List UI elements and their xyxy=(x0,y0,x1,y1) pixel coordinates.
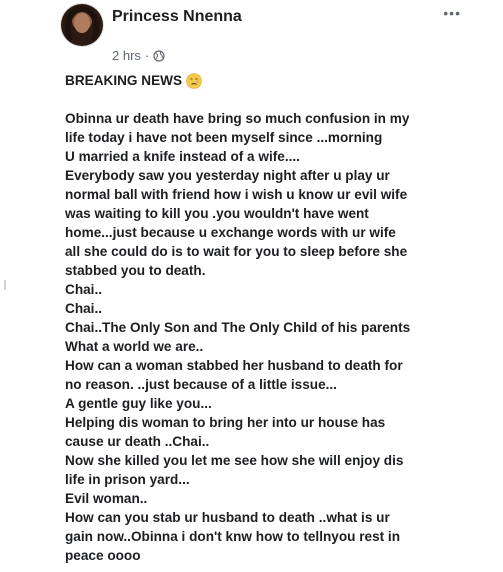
post-body xyxy=(65,71,495,565)
post-line: was waiting to kill you .you wouldn't have went xyxy=(65,206,369,221)
timestamp[interactable]: 2 hrs xyxy=(112,48,141,63)
post-line: Now she killed you let me see how she will enjoy dis xyxy=(65,453,404,468)
post-meta xyxy=(112,48,165,63)
post-line: Evil woman.. xyxy=(65,491,148,506)
post-line: Obinna ur death have bring so much confusion in my xyxy=(65,111,410,126)
post-line: cause ur death ..Chai.. xyxy=(65,434,210,449)
post-line: peace oooo xyxy=(65,548,141,563)
post-line: Chai.. xyxy=(65,282,103,297)
post-line: Everybody saw you yesterday night after u play ur xyxy=(65,168,390,183)
post-line: all she could do is to wait for you to sleep before she xyxy=(65,244,408,259)
globe-icon[interactable] xyxy=(153,50,165,62)
avatar[interactable] xyxy=(61,4,103,46)
crying-face-emoji-icon xyxy=(186,73,202,89)
post-line: no reason. ..just because of a little issue... xyxy=(65,377,337,392)
post-line: Helping dis woman to bring her into ur house has xyxy=(65,415,386,430)
post-line: Chai..The Only Son and The Only Child of his parents xyxy=(65,320,411,335)
post-line: life today i have not been myself since ...morning xyxy=(65,130,383,145)
post-line: What a world we are.. xyxy=(65,339,204,354)
post-line: gain now..Obinna i don't knw how to tellnyou rest in xyxy=(65,529,401,544)
author-name[interactable]: Princess Nnenna xyxy=(112,8,242,25)
post-lines xyxy=(65,109,495,565)
post-line: normal ball with friend how i wish u know ur evil wife xyxy=(65,187,408,202)
post-line: Chai.. xyxy=(65,301,103,316)
post-line: stabbed you to death. xyxy=(65,263,206,278)
post-line: How can a woman stabbed her husband to death for xyxy=(65,358,403,373)
post-line: A gentle guy like you... xyxy=(65,396,212,411)
more-options-icon[interactable]: ••• xyxy=(443,5,461,21)
scroll-edge-marker xyxy=(4,280,6,290)
post-line: life in prison yard... xyxy=(65,472,190,487)
avatar-face xyxy=(74,13,90,33)
meta-separator: · xyxy=(144,48,150,63)
headline-text: BREAKING NEWS xyxy=(65,73,183,88)
post-line: home...just because u exchange words with ur wife xyxy=(65,225,396,240)
post-line: How can you stab ur husband to death ..what is ur xyxy=(65,510,390,525)
headline xyxy=(65,71,495,90)
post-line: U married a knife instead of a wife.... xyxy=(65,149,300,164)
